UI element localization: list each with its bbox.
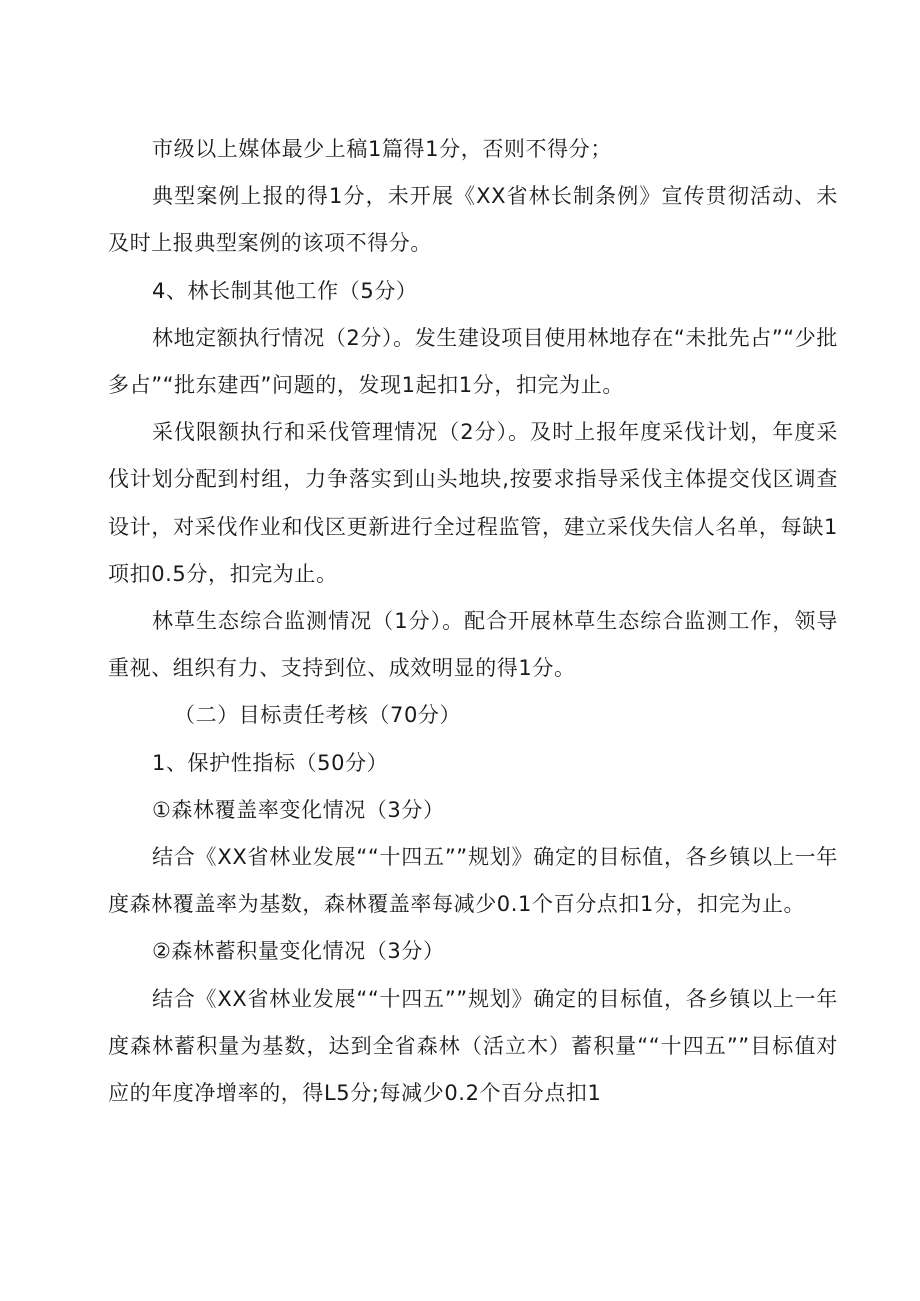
paragraph-media-submission: 市级以上媒体最少上稿1篇得1分，否则不得分； <box>152 137 612 161</box>
heading-target-responsibility-assessment: （二）目标责任考核（70分） <box>174 703 462 728</box>
heading-protective-indicators: 1、保护性指标（50分） <box>152 750 389 775</box>
paragraph-forest-land-quota: 林地定额执行情况（2分）。发生建设项目使用林地存在“未批先占”“少批多占”“批东建西”问题的，发现1起扣1分，扣完为止。 <box>108 325 838 398</box>
document-body <box>108 126 838 1117</box>
heading-forest-coverage-change: ①森林覆盖率变化情况（3分） <box>152 797 445 822</box>
paragraph-logging-quota: 采伐限额执行和采伐管理情况（2分）。及时上报年度采伐计划，年度采伐计划分配到村组，力争落实到山头地块,按要求指导采伐主体提交伐区调查设计，对采伐作业和伐区更新进行全过程监管，建立采伐失信人名单，每缺1项扣0.5分，扣完为止。 <box>108 420 838 586</box>
paragraph-forest-coverage-rule: 结合《XX省林业发展““十四五””规划》确定的目标值，各乡镇以上一年度森林覆盖率为基数，森林覆盖率每减少0.1个百分点扣1分，扣完为止。 <box>108 845 838 917</box>
heading-forest-stock-change: ②森林蓄积量变化情况（3分） <box>152 939 445 964</box>
paragraph-typical-cases: 典型案例上报的得1分，未开展《XX省林长制条例》宣传贯彻活动、未及时上报典型案例的该项不得分。 <box>108 184 838 256</box>
heading-forest-chief-other-work: 4、林长制其他工作（5分） <box>152 278 418 303</box>
paragraph-ecological-monitoring: 林草生态综合监测情况（1分）。配合开展林草生态综合监测工作，领导重视、组织有力、支持到位、成效明显的得1分。 <box>108 609 838 681</box>
paragraph-forest-stock-rule: 结合《XX省林业发展““十四五””规划》确定的目标值，各乡镇以上一年度森林蓄积量为基数，达到全省森林（活立木）蓄积量““十四五””目标值对应的年度净增率的，得L5分;每减少0.2个百分点扣1 <box>108 986 838 1106</box>
